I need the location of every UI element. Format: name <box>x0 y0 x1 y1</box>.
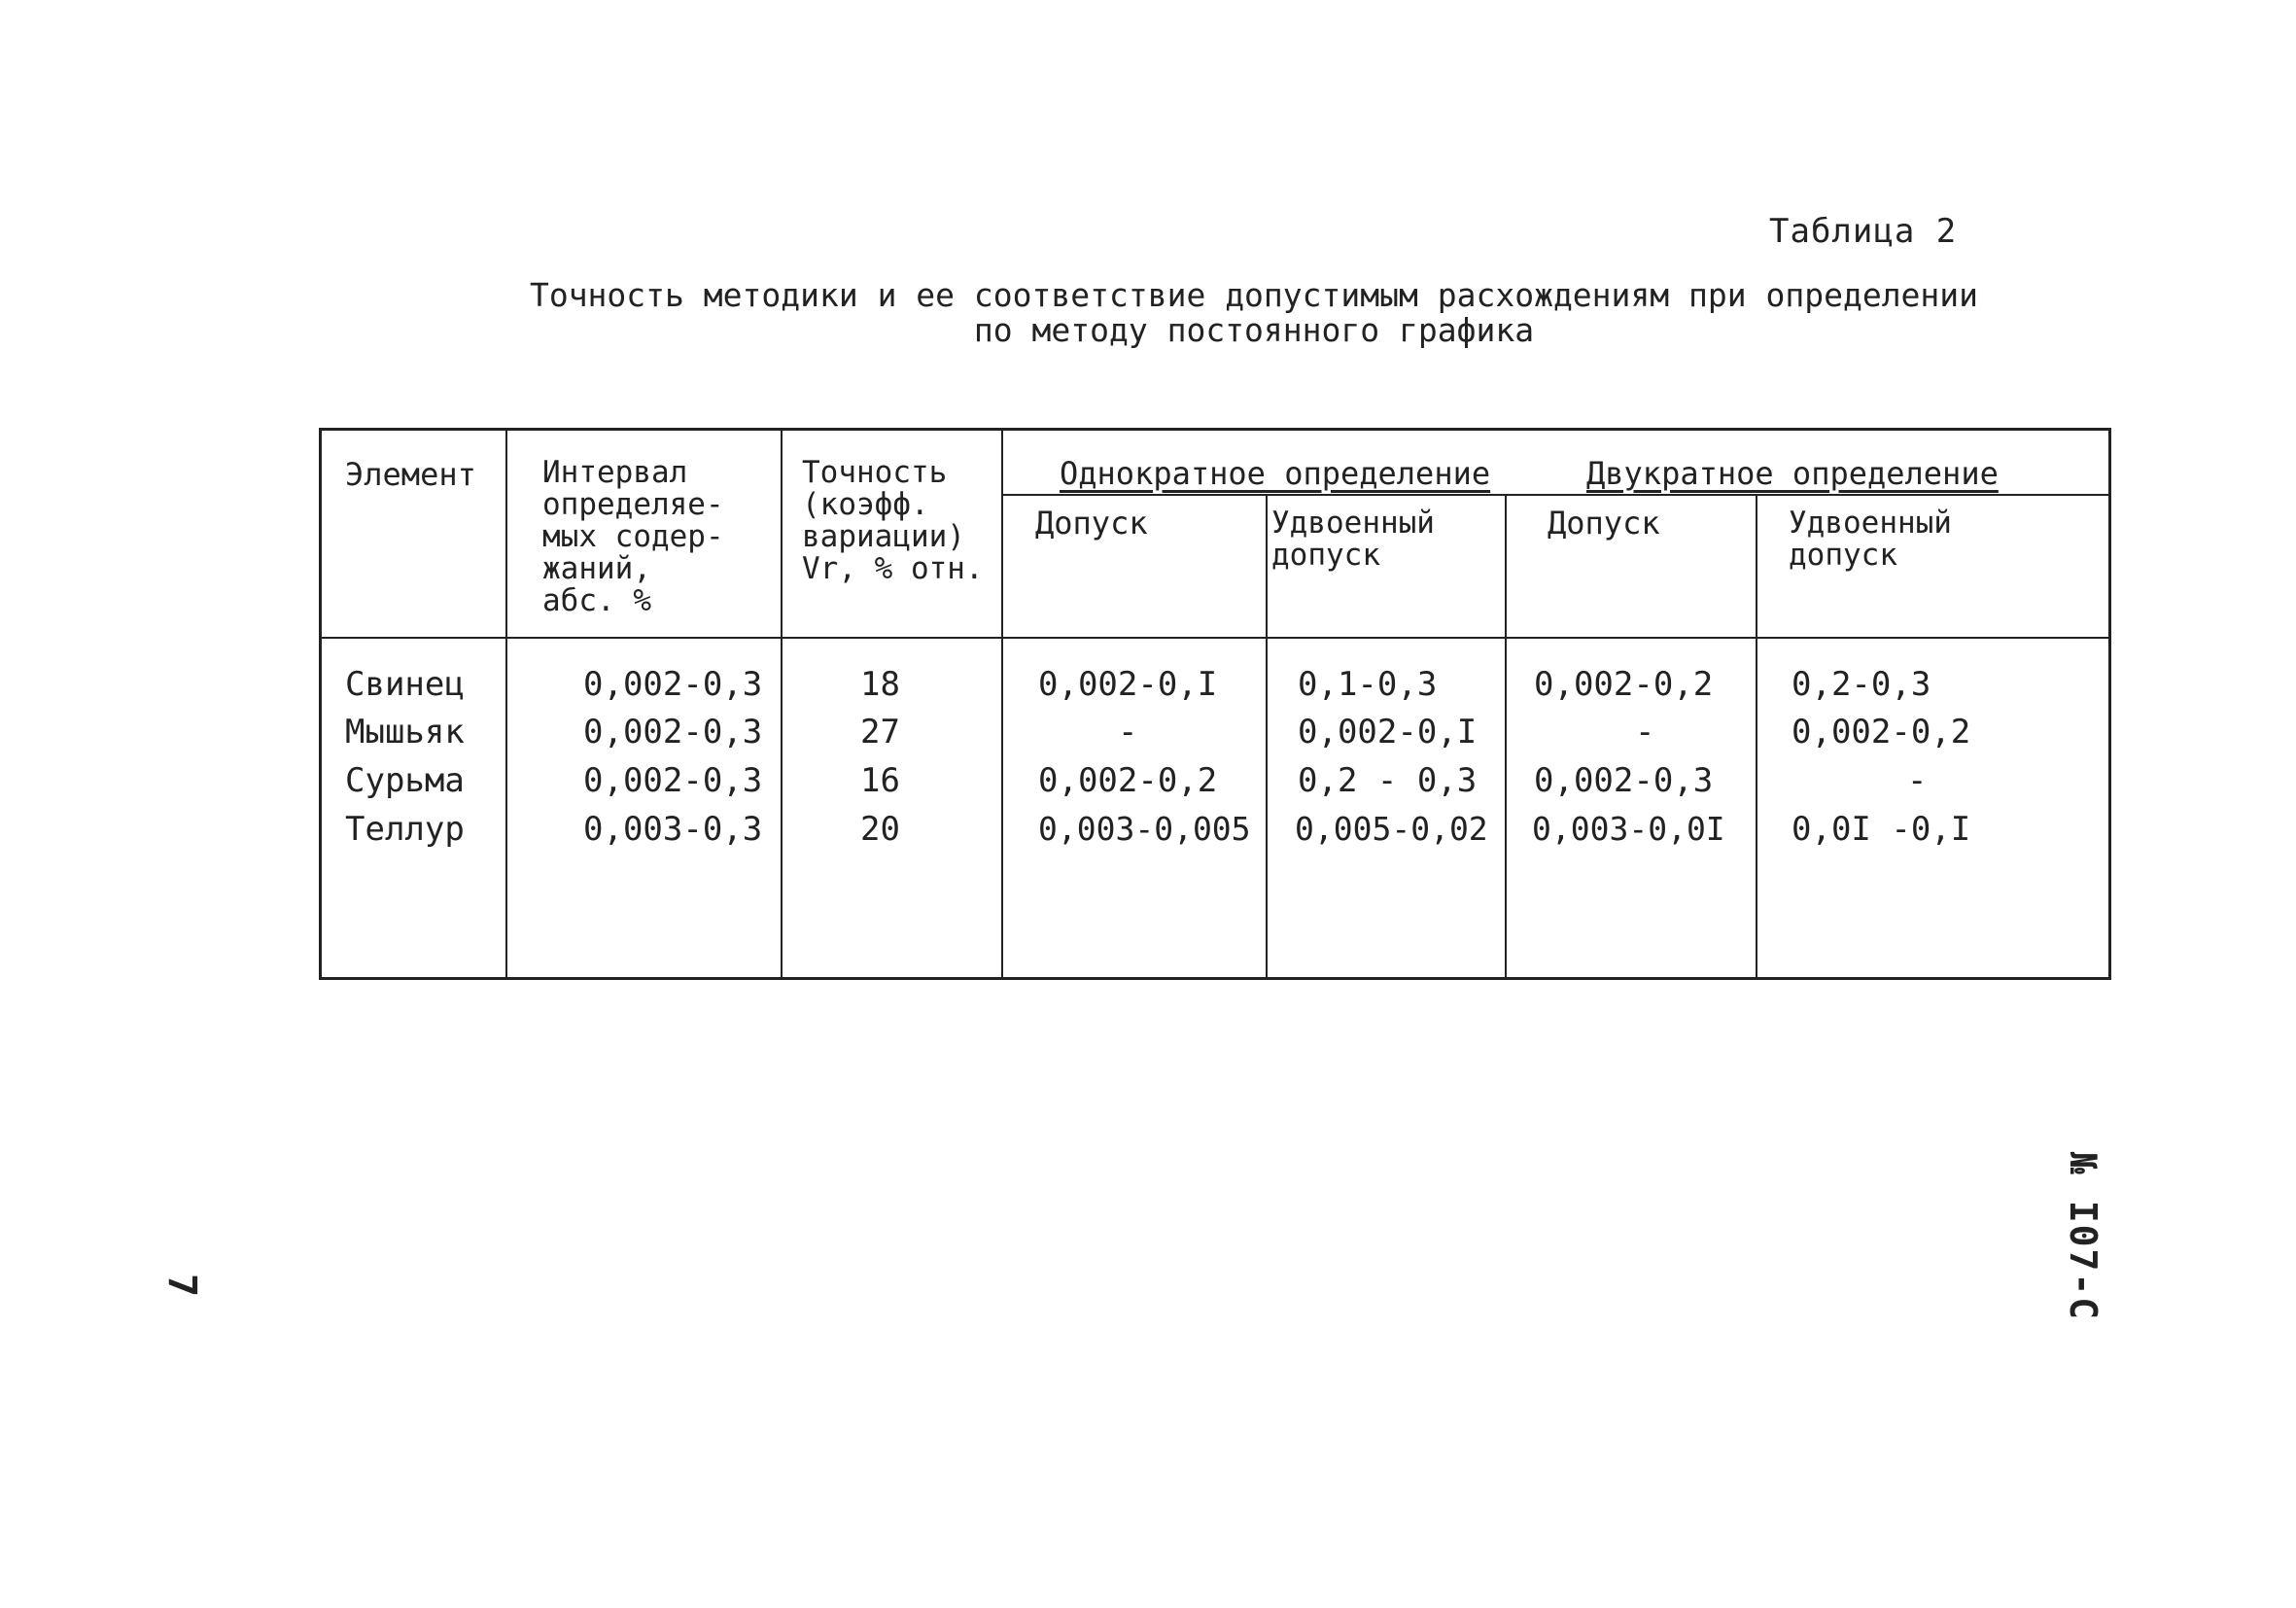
header-bottom-rule <box>319 637 2111 639</box>
cell-interval: 0,003-0,3 <box>583 810 763 849</box>
cell-precision: 27 <box>860 713 900 752</box>
document-number: № I07-С <box>2062 1152 2105 1322</box>
cell-interval: 0,002-0,3 <box>583 761 763 800</box>
cell-single-double-tolerance: 0,005-0,02 <box>1295 810 1488 848</box>
cell-precision: 18 <box>860 665 900 704</box>
header-single-group: Однократное определение <box>1060 455 1491 492</box>
caption-line-1: Точность методики и ее соответствие допустимым расхождениям при определении <box>529 276 1979 314</box>
cell-double-tolerance: 0,003-0,0I <box>1532 810 1725 848</box>
cell-single-double-tolerance: 0,002-0,I <box>1298 713 1478 752</box>
col-divider-6 <box>1756 494 1757 980</box>
header-single-double-tolerance: Удвоенный допуск <box>1271 506 1435 573</box>
cell-double-double-tolerance: 0,002-0,2 <box>1792 713 1971 752</box>
cell-precision: 20 <box>860 810 900 849</box>
cell-double-tolerance: 0,002-0,2 <box>1534 665 1714 704</box>
col-divider-3 <box>1001 428 1003 980</box>
header-subrule <box>1001 494 2111 496</box>
header-element: Элемент <box>345 456 476 493</box>
col-divider-1 <box>505 428 507 980</box>
cell-double-tolerance: 0,002-0,3 <box>1534 761 1714 800</box>
caption-line-2: по методу постоянного графика <box>973 311 1535 349</box>
header-interval: Интервал определяе- мых содер- жаний, абс. % <box>542 455 724 618</box>
col-divider-4 <box>1266 494 1268 980</box>
header-double-double-tolerance: Удвоенный допуск <box>1789 506 1952 573</box>
cell-single-double-tolerance: 0,1-0,3 <box>1298 665 1438 704</box>
cell-double-double-tolerance: 0,0I -0,I <box>1792 810 1971 849</box>
cell-element: Свинец <box>345 665 465 704</box>
header-double-group: Двукратное определение <box>1586 455 1999 492</box>
col-divider-2 <box>781 428 783 980</box>
cell-double-double-tolerance: 0,2-0,3 <box>1792 665 1931 704</box>
col-divider-5 <box>1505 494 1507 980</box>
table-number: Таблица 2 <box>1769 212 1958 251</box>
cell-single-double-tolerance: 0,2 - 0,3 <box>1298 761 1478 800</box>
cell-interval: 0,002-0,3 <box>583 713 763 752</box>
header-double-tolerance: Допуск <box>1548 505 1660 542</box>
cell-element: Мышьяк <box>345 713 465 752</box>
header-precision: Точность (коэфф. вариации) Vr, % отн. <box>802 455 984 586</box>
cell-single-tolerance: 0,003-0,005 <box>1038 810 1251 848</box>
cell-element: Теллур <box>345 810 465 849</box>
cell-single-tolerance: - <box>1118 713 1138 752</box>
cell-double-tolerance: - <box>1635 713 1655 752</box>
header-single-tolerance: Допуск <box>1035 505 1148 542</box>
cell-single-tolerance: 0,002-0,2 <box>1038 761 1218 800</box>
cell-element: Сурьма <box>345 761 465 800</box>
cell-single-tolerance: 0,002-0,I <box>1038 665 1218 704</box>
cell-double-double-tolerance: - <box>1907 761 1928 800</box>
cell-interval: 0,002-0,3 <box>583 665 763 704</box>
page-number: 7 <box>159 1274 204 1298</box>
table-caption <box>428 278 2080 348</box>
cell-precision: 16 <box>860 761 900 800</box>
